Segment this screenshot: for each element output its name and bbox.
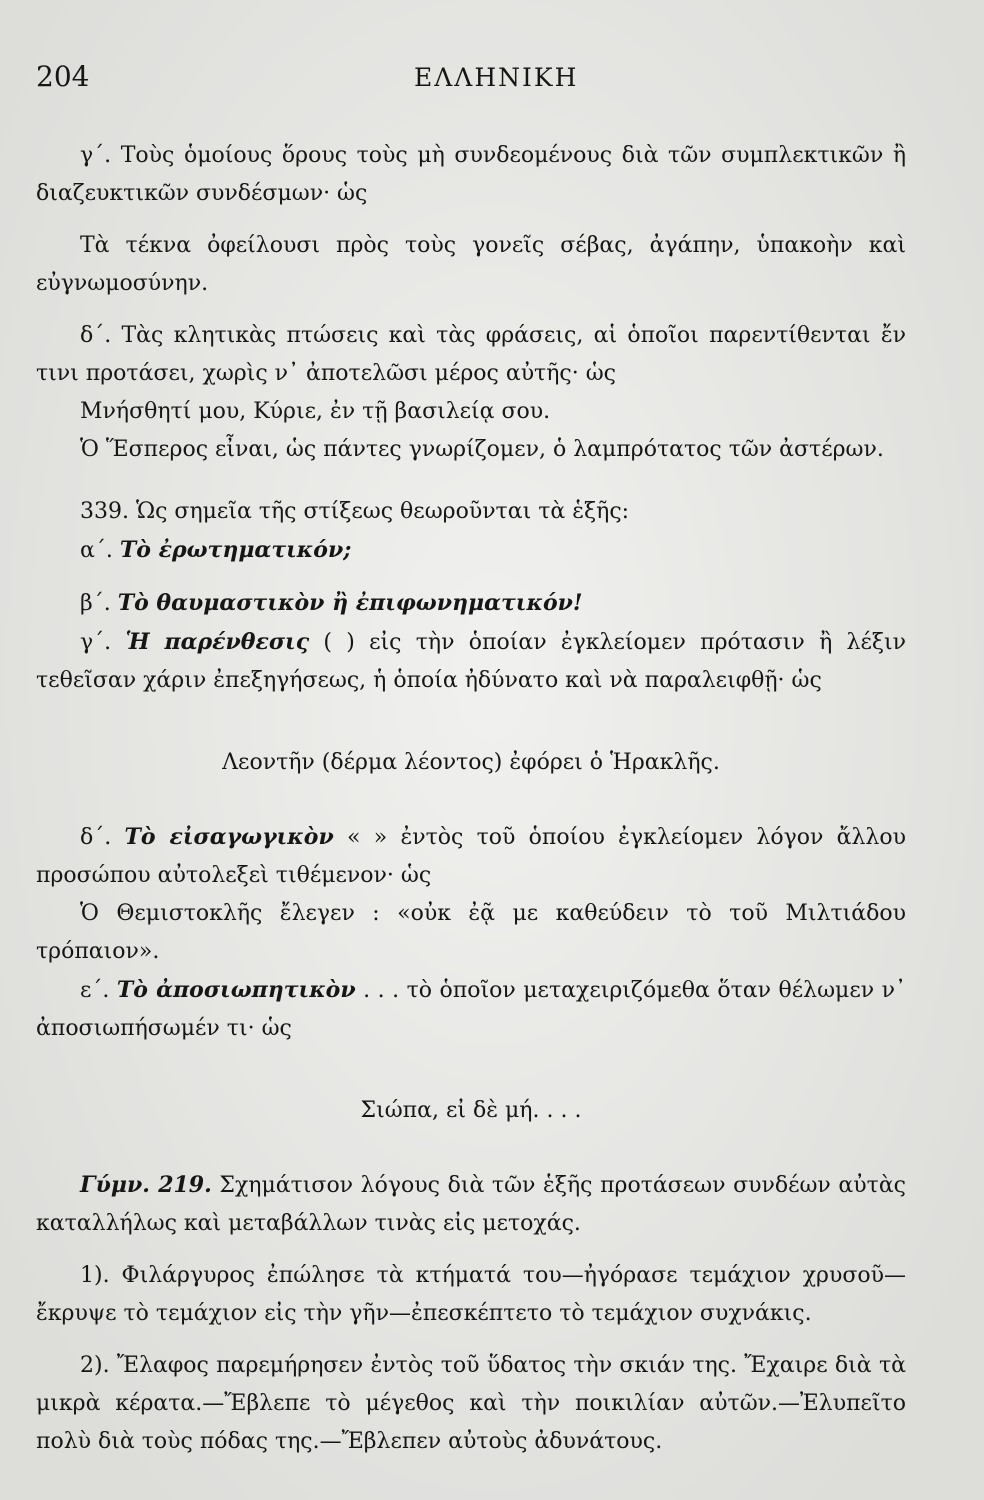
item-title: Τὸ ἀποσιωπητικὸν (116, 977, 356, 1003)
example-remember: Μνήσθητί μου, Κύριε, ἐν τῇ βασιλείᾳ σου. (80, 399, 551, 424)
exercise-instruction: Σχημάτισον λόγους διὰ τῶν ἑξῆς προτάσεων συνδέων αὐτὰς καταλλήλως καὶ μεταβάλλων τινὰς εἰς μετοχάς. (36, 1173, 906, 1236)
item-title: Τὸ ἐρωτηματικόν; (119, 537, 352, 563)
item-title: Τὸ εἰσαγωγικὸν (124, 824, 334, 850)
exercise-label: Γύμν. 219. (80, 1172, 212, 1198)
example-themistocles: Ὁ Θεμιστοκλῆς ἔλεγεν : «οὐκ ἐᾷ με καθεύδειν τὸ τοῦ Μιλτιάδου τρόπαιον». (36, 901, 906, 964)
item-text: « » ἐντὸς τοῦ ὁποίου ἐγκλείομεν λόγον ἄλλου προσώπου αὐτολεξεὶ τιθέμενον· ὡς (36, 825, 906, 888)
item-number: γ΄. (80, 630, 112, 655)
example-silence: Σιώπα, εἰ δὲ μή. . . . (360, 1098, 582, 1123)
item-exclamation (36, 584, 906, 623)
paragraph-delta: δ΄. Τὰς κλητικὰς πτώσεις καὶ τὰς φράσεις, αἱ ὁποῖοι παρεντίθενται ἔν τινι προτάσει, χωρὶς ν᾽ ἀποτελῶσι μέρος αὐτῆς· ὡς (36, 323, 906, 386)
exercise-task-1: 1). Φιλάργυρος ἐπώλησε τὰ κτήματά του—ἠγόρασε τεμάχιον χρυσοῦ—ἔκρυψε τὸ τεμάχιον εἰς τὴν γῆν—ἐπεσκέπτετο τὸ τεμάχιον συχνάκις. (36, 1263, 906, 1326)
paragraph-gamma: γ΄. Τοὺς ὁμοίους ὅρους τοὺς μὴ συνδεομένους διὰ τῶν συμπλεκτικῶν ἢ διαζευκτικῶν συνδέσμων· ὡς (36, 143, 906, 206)
example-hesperus: Ὁ Ἕσπερος εἶναι, ὡς πάντες γνωρίζομεν, ὁ λαμπρότατος τῶν ἀστέρων. (80, 437, 884, 462)
item-number: α΄. (80, 538, 113, 563)
item-parenthesis (36, 623, 906, 700)
item-title: Τὸ θαυμαστικὸν ἢ ἐπιφωνηματικόν! (117, 590, 583, 616)
exercise-task-2: 2). Ἔλαφος παρεμήρησεν ἐντὸς τοῦ ὕδατος τὴν σκιάν της. Ἔχαιρε διὰ τὰ μικρὰ κέρατα.—Ἔβλεπε τὸ μέγεθος καὶ τὴν ποικιλίαν αὐτῶν.—Ἐλυπεῖτο πολὺ διὰ τοὺς πόδας της.—Ἔβλεπεν αὐτοὺς ἀδυνάτους. (36, 1353, 906, 1454)
item-number: δ΄. (80, 825, 112, 850)
page-number: 204 (36, 60, 90, 93)
item-text: . . . τὸ ὁποῖον μεταχειριζόμεθα ὅταν θέλωμεν ν᾽ ἀποσιωπήσωμέν τι· ὡς (36, 978, 906, 1041)
item-number: β΄. (80, 591, 111, 616)
item-number: ε΄. (80, 978, 110, 1003)
exercise-219 (36, 1166, 906, 1243)
running-title: ΕΛΛΗΝΙΚΗ (414, 63, 579, 92)
item-title: Ἡ παρένθεσις (125, 629, 310, 655)
page-header (36, 60, 906, 93)
item-question-mark (36, 531, 906, 570)
section-339: 339. Ὡς σημεῖα τῆς στίξεως θεωροῦνται τὰ ἑξῆς: (80, 499, 630, 524)
item-text: ( ) εἰς τὴν ὁποίαν ἐγκλείομεν πρότασιν ἢ λέξιν τεθεῖσαν χάριν ἐπεξηγήσεως, ἡ ὁποία ἠδύνατο καὶ νὰ παραλειφθῇ· ὡς (36, 630, 907, 693)
item-quotation (36, 818, 906, 895)
example-heracles: Λεοντῆν (δέρμα λέοντος) ἐφόρει ὁ Ἡρακλῆς. (222, 750, 720, 775)
example-children: Τὰ τέκνα ὀφείλουσι πρὸς τοὺς γονεῖς σέβας, ἀγάπην, ὑπακοὴν καὶ εὐγνωμοσύνην. (36, 233, 906, 296)
item-ellipsis (36, 971, 906, 1048)
